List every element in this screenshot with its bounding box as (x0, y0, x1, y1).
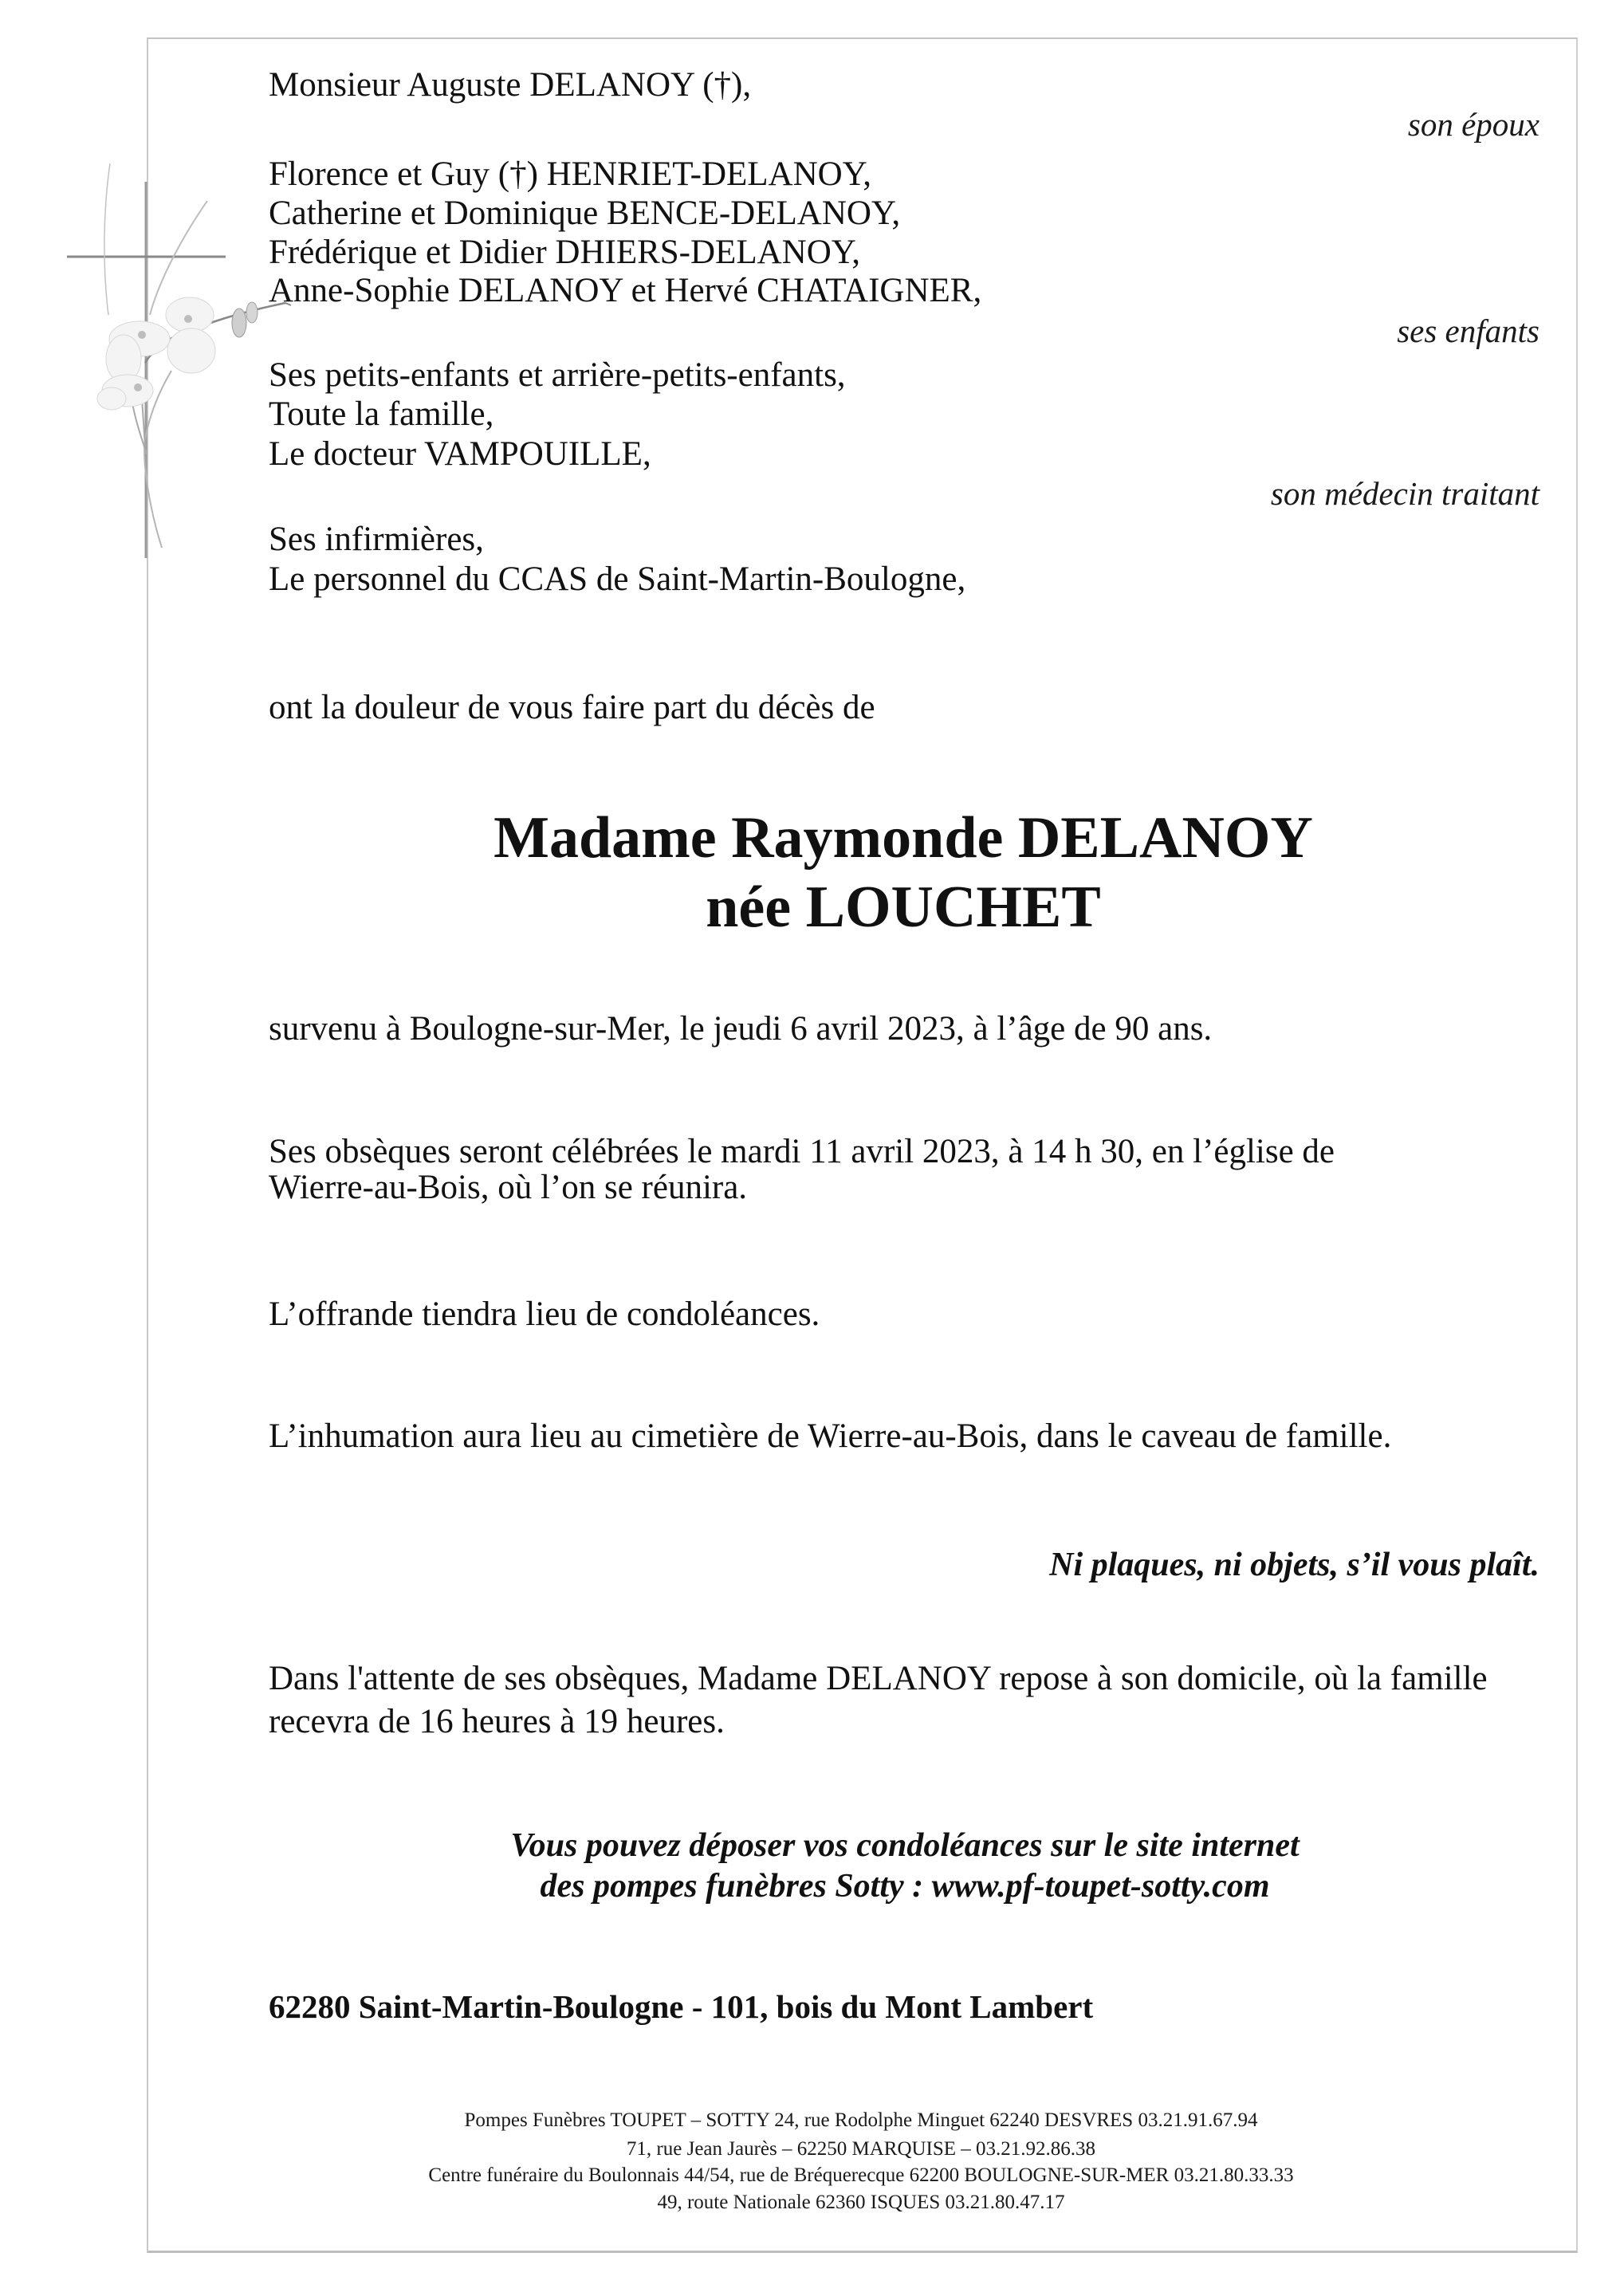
funeral-line: Ses obsèques seront célébrées le mardi 11 avril 2023, à 14 h 30, en l’église de (269, 1133, 1335, 1170)
footer-line: 49, route Nationale 62360 ISQUES 03.21.80.47.17 (657, 2192, 1065, 2213)
carer-line: Ses infirmières, (269, 521, 484, 558)
spouse-line: Monsieur Auguste DELANOY (†), (269, 66, 752, 104)
death-details: survenu à Boulogne-sur-Mer, le jeudi 6 avril 2023, à l’âge de 90 ans. (269, 1010, 1213, 1048)
spouse-relation: son époux (1407, 106, 1539, 143)
visitation-line: recevra de 16 heures à 19 heures. (269, 1703, 725, 1740)
child-line: Catherine et Dominique BENCE-DELANOY, (269, 195, 901, 232)
home-address: 62280 Saint-Martin-Boulogne - 101, bois du Mont Lambert (269, 1988, 1094, 2025)
footer-line: Centre funéraire du Boulonnais 44/54, rue de Bréquerecque 62200 BOULOGNE-SUR-MER 03.21.80.33.33 (428, 2164, 1294, 2186)
funeral-line: Wierre-au-Bois, où l’on se réunira. (269, 1169, 748, 1206)
child-line: Florence et Guy (†) HENRIET-DELANOY, (269, 155, 871, 193)
children-relation: ses enfants (1397, 313, 1539, 349)
deceased-maiden-name: née LOUCHET (706, 875, 1101, 940)
condolences-line: Vous pouvez déposer vos condoléances sur le site internet (510, 1827, 1300, 1864)
condolences-website-line[interactable]: des pompes funèbres Sotty : www.pf-toupet-sotty.com (540, 1868, 1270, 1905)
relative-line: Le docteur VAMPOUILLE, (269, 435, 651, 473)
no-plaques-note: Ni plaques, ni objets, s’il vous plaît. (1049, 1547, 1539, 1583)
visitation-line: Dans l'attente de ses obsèques, Madame DELANOY repose à son domicile, où la famille (269, 1660, 1488, 1697)
burial-note: L’inhumation aura lieu au cimetière de Wierre-au-Bois, dans le caveau de famille. (269, 1417, 1392, 1455)
child-line: Anne-Sophie DELANOY et Hervé CHATAIGNER, (269, 272, 982, 309)
child-line: Frédérique et Didier DHIERS-DELANOY, (269, 234, 861, 271)
doctor-relation: son médecin traitant (1270, 475, 1539, 512)
announcement-intro: ont la douleur de vous faire part du décès de (269, 689, 875, 726)
footer-line: Pompes Funèbres TOUPET – SOTTY 24, rue Rodolphe Minguet 62240 DESVRES 03.21.91.67.94 (464, 2109, 1258, 2131)
deceased-name: Madame Raymonde DELANOY (493, 805, 1313, 871)
offering-note: L’offrande tiendra lieu de condoléances. (269, 1295, 820, 1333)
carer-line: Le personnel du CCAS de Saint-Martin-Boulogne, (269, 560, 966, 598)
relative-line: Toute la famille, (269, 395, 494, 433)
relative-line: Ses petits-enfants et arrière-petits-enfants, (269, 356, 846, 394)
footer-line: 71, rue Jean Jaurès – 62250 MARQUISE – 03.21.92.86.38 (626, 2138, 1096, 2160)
